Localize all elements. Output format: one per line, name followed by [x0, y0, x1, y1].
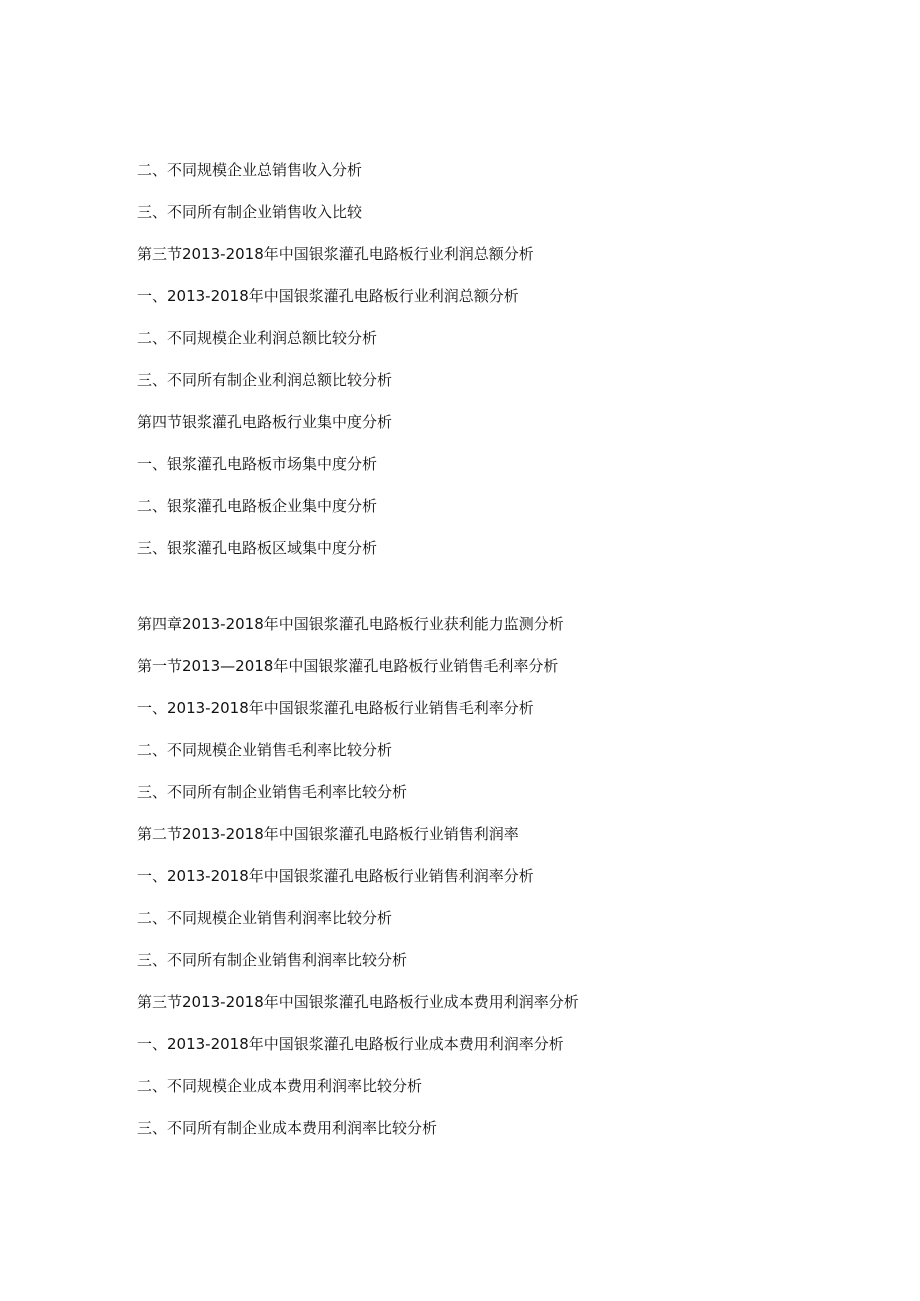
- toc-entry: 三、不同所有制企业利润总额比较分析: [137, 371, 393, 389]
- toc-chapter-heading: 第四章2013-2018年中国银浆灌孔电路板行业获利能力监测分析: [137, 615, 564, 633]
- toc-section-heading: 第三节2013-2018年中国银浆灌孔电路板行业成本费用利润率分析: [137, 993, 579, 1011]
- toc-section-heading: 第四节银浆灌孔电路板行业集中度分析: [137, 413, 393, 431]
- toc-entry: 一、2013-2018年中国银浆灌孔电路板行业成本费用利润率分析: [137, 1035, 564, 1053]
- toc-entry: 二、不同规模企业销售利润率比较分析: [137, 909, 393, 927]
- toc-entry: 三、不同所有制企业销售利润率比较分析: [137, 951, 408, 969]
- toc-entry: 三、不同所有制企业销售毛利率比较分析: [137, 783, 408, 801]
- toc-entry: 二、不同规模企业成本费用利润率比较分析: [137, 1077, 423, 1095]
- toc-entry: 三、银浆灌孔电路板区域集中度分析: [137, 539, 378, 557]
- toc-entry: 二、不同规模企业销售毛利率比较分析: [137, 741, 393, 759]
- toc-section-heading: 第二节2013-2018年中国银浆灌孔电路板行业销售利润率: [137, 825, 519, 843]
- toc-entry: 三、不同所有制企业销售收入比较: [137, 203, 363, 221]
- toc-entry: 一、2013-2018年中国银浆灌孔电路板行业销售利润率分析: [137, 867, 534, 885]
- table-of-contents: [137, 157, 837, 1157]
- toc-section-heading: 第一节2013—2018年中国银浆灌孔电路板行业销售毛利率分析: [137, 657, 559, 675]
- toc-entry: 一、2013-2018年中国银浆灌孔电路板行业利润总额分析: [137, 287, 519, 305]
- toc-section-heading: 第三节2013-2018年中国银浆灌孔电路板行业利润总额分析: [137, 245, 534, 263]
- toc-entry: 一、2013-2018年中国银浆灌孔电路板行业销售毛利率分析: [137, 699, 534, 717]
- toc-entry: 二、不同规模企业总销售收入分析: [137, 161, 363, 179]
- toc-spacer: [137, 577, 837, 611]
- toc-entry: 二、银浆灌孔电路板企业集中度分析: [137, 497, 378, 515]
- toc-entry: 三、不同所有制企业成本费用利润率比较分析: [137, 1119, 438, 1137]
- toc-entry: 一、银浆灌孔电路板市场集中度分析: [137, 455, 378, 473]
- toc-entry: 二、不同规模企业利润总额比较分析: [137, 329, 378, 347]
